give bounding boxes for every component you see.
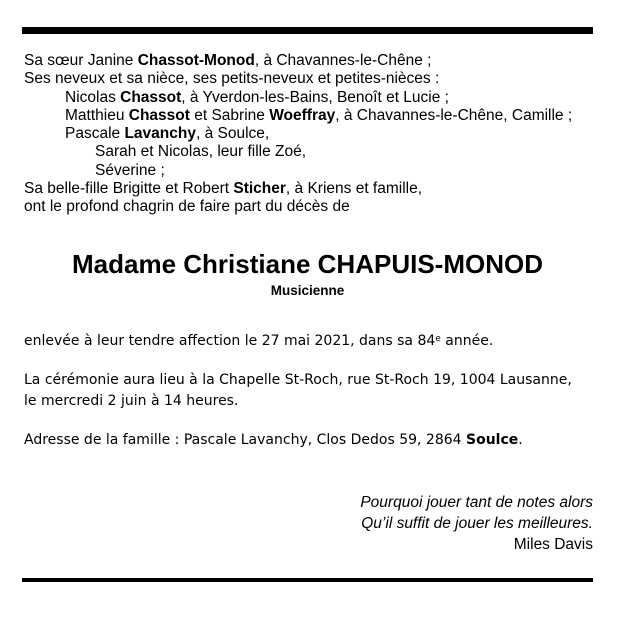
family-line7-text: Séverine ; <box>95 161 165 179</box>
quote-line2: Qu’il suffit de jouer les meilleures. <box>361 515 593 532</box>
announcement-post: année. <box>440 333 494 349</box>
address-village: Soulce <box>466 432 519 448</box>
address-pre: Adresse de la famille : Pascale Lavanchy, Clos Dedos 59, 2864 <box>24 432 466 448</box>
death-announcement <box>24 331 493 353</box>
family-line-nicolas <box>24 89 572 107</box>
ceremony-line1: La cérémonie aura lieu à la Chapelle St-Roch, rue St-Roch 19, 1004 Lausanne, <box>24 372 572 388</box>
family-list <box>24 52 572 217</box>
memorial-quote <box>360 492 593 555</box>
family-line-brigitte <box>24 180 572 198</box>
bottom-divider-rule <box>22 578 593 582</box>
family-line8-post: , à Kriens et famille, <box>285 180 423 198</box>
family-line-grief <box>24 198 572 216</box>
top-divider-rule <box>22 27 593 34</box>
deceased-profession: Musicienne <box>270 283 345 298</box>
family-line-pascale <box>24 125 572 143</box>
family-line4-surname2: Woeffray <box>269 106 336 124</box>
family-line4-mid: et Sabrine <box>189 106 270 124</box>
family-line1-surname: Chassot-Monod <box>137 52 255 69</box>
family-line5-surname: Lavanchy <box>124 125 196 143</box>
family-line8-surname: Sticher <box>233 180 286 198</box>
quote-attribution: Miles Davis <box>513 536 593 553</box>
family-line-severine <box>24 162 572 180</box>
address-post: . <box>518 432 523 448</box>
family-line-matthieu <box>24 107 572 125</box>
family-line4-pre: Matthieu <box>65 106 129 124</box>
family-line9-text: ont le profond chagrin de faire part du décès de <box>24 198 350 216</box>
family-line6-text: Sarah et Nicolas, leur fille Zoé, <box>95 143 307 161</box>
family-line3-post: , à Yverdon-les-Bains, Benoît et Lucie ; <box>181 88 449 106</box>
announcement-ordinal-superscript: e <box>435 333 441 344</box>
family-line-sarah <box>24 143 572 161</box>
family-line3-pre: Nicolas <box>65 88 121 106</box>
family-line1-post: , à Chavannes-le-Chêne ; <box>254 52 432 69</box>
deceased-name: Madame Christiane CHAPUIS-MONOD <box>72 249 543 279</box>
family-line1-pre: Sa sœur Janine <box>24 52 138 69</box>
announcement-pre: enlevée à leur tendre affection le 27 mai 2021, dans sa 84 <box>24 333 436 349</box>
deceased-block <box>22 249 593 299</box>
ceremony-line2: le mercredi 2 juin à 14 heures. <box>24 393 239 409</box>
quote-line1: Pourquoi jouer tant de notes alors <box>360 494 593 511</box>
family-line4-post: , à Chavannes-le-Chêne, Camille ; <box>335 106 573 124</box>
family-line5-pre: Pascale <box>65 125 125 143</box>
family-line2-text: Ses neveux et sa nièce, ses petits-neveux et petites-nièces : <box>24 70 440 88</box>
family-line-nephews-intro <box>24 70 572 88</box>
family-line-sister <box>24 52 572 70</box>
family-line4-surname1: Chassot <box>128 106 190 124</box>
ceremony-info <box>24 370 572 412</box>
family-line8-pre: Sa belle-fille Brigitte et Robert <box>24 180 234 198</box>
family-address <box>24 430 523 450</box>
family-line5-post: , à Soulce, <box>195 125 270 143</box>
family-line3-surname: Chassot <box>120 88 182 106</box>
